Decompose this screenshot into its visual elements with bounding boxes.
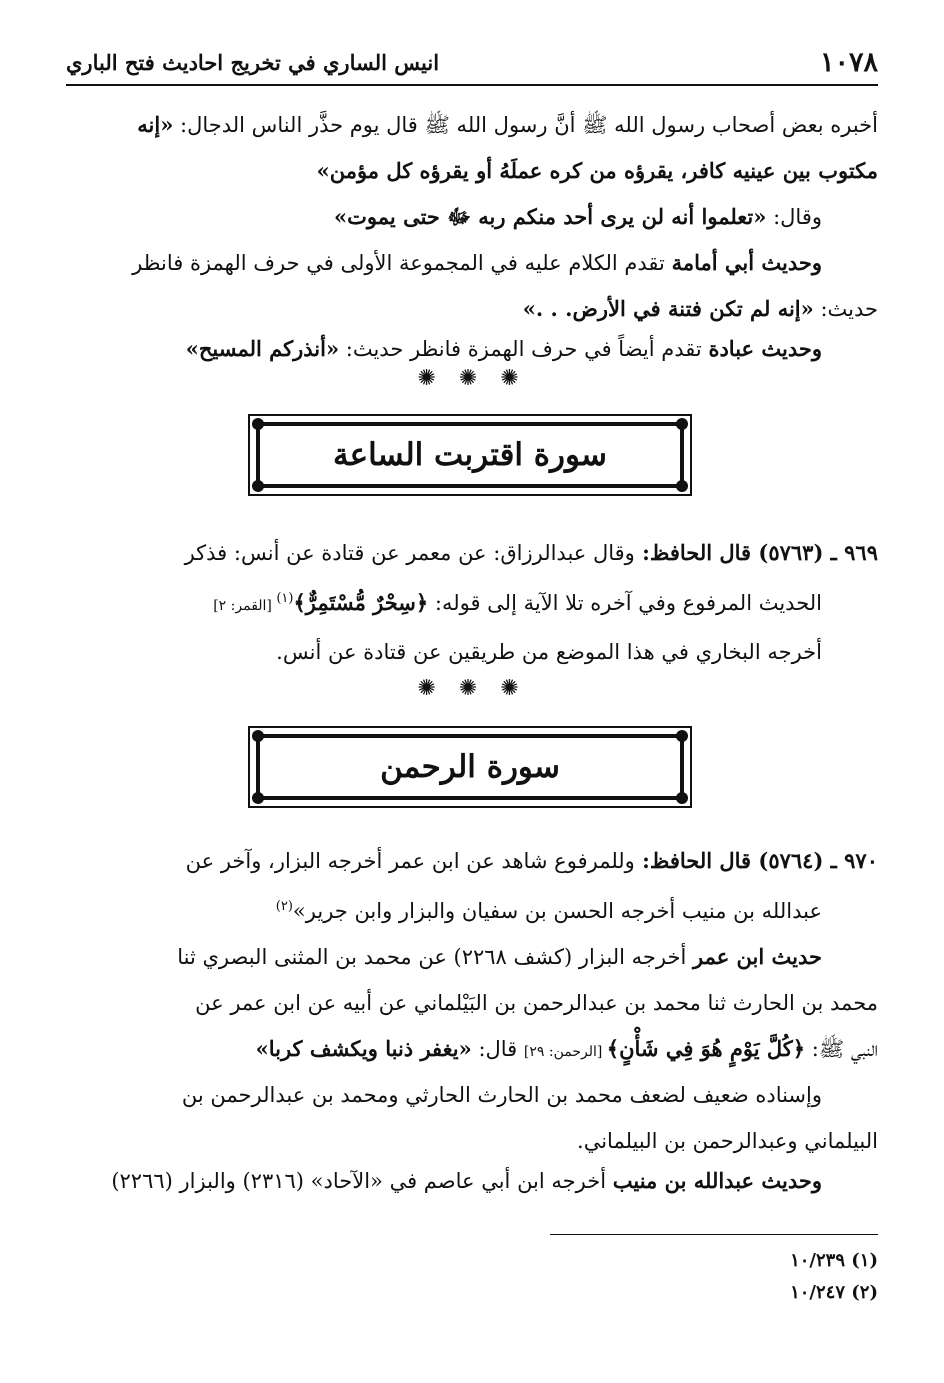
footnote-rule bbox=[550, 1234, 878, 1235]
paragraph-ubada: وحديث عبادة تقدم أيضاً في حرف الهمزة فانظر حديث: «أنذركم المسيح» bbox=[185, 336, 822, 361]
paragraph-tallamu: وقال: «تعلموا أنه لن يرى أحد منكم ربه ﷻ حتى يموت» bbox=[334, 204, 822, 229]
paragraph-dajjal-hadith: أخبره بعض أصحاب رسول الله ﷺ أنَّ رسول الله ﷺ قال يوم حذَّر الناس الدجال: «إنه مكتوب بين عينيه كافر، يقرؤه من كره عملَهُ أو يقرؤه كل مؤمن» bbox=[137, 112, 878, 183]
page-header bbox=[66, 40, 878, 86]
footnote-1: (١) ١٠/٢٣٩ bbox=[790, 1250, 878, 1271]
section-separator: ✺ ✺ ✺ bbox=[417, 366, 527, 391]
paragraph-970: ٩٧٠ ـ (٥٧٦٤) قال الحافظ: وللمرفوع شاهد عن ابن عمر أخرجه البزار، وآخر عن عبدالله بن منيب أخرجه الحسن بن سفيان والبزار وابن جرير»$^{(٢)}$ bbox=[185, 848, 878, 923]
paragraph-abu-umama: وحديث أبي أمامة تقدم الكلام عليه في المجموعة الأولى في حرف الهمزة فانظر حديث: «إنه لم تكن فتنة في الأرض. . .» bbox=[132, 250, 878, 321]
surah-title: سورة الرحمن bbox=[380, 749, 560, 785]
surah-title-frame bbox=[248, 726, 692, 808]
running-title: انيس الساري في تخريج احاديث فتح الباري bbox=[66, 49, 440, 75]
paragraph-isnad: وإسناده ضعيف لضعف محمد بن الحارث الحارثي ومحمد بن عبدالرحمن بن البيلماني وعبدالرحمن بن البيلماني. bbox=[181, 1083, 878, 1153]
section-separator: ✺ ✺ ✺ bbox=[417, 676, 527, 701]
paragraph-ibn-umar: حديث ابن عمر أخرجه البزار (كشف ٢٢٦٨) عن محمد بن المثنى البصري ثنا محمد بن الحارث ثنا محمد بن عبدالرحمن بن البَيْلماني عن أبيه عن ابن عمر عن النبي ﷺ: ﴿كُلَّ يَوْمٍ هُوَ فِي شَأْنٍ﴾ [الرحمن: ٢٩] قال: «يغفر ذنبا ويكشف كربا» bbox=[177, 944, 878, 1061]
surah-title: سورة اقتربت الساعة bbox=[332, 437, 608, 473]
page-number: ١٠٧٨ bbox=[819, 46, 878, 78]
paragraph-abdullah-bin-munib: وحديث عبدالله بن منيب أخرجه ابن أبي عاصم في «الآحاد» (٢٣١٦) والبزار (٢٢٦٦) bbox=[111, 1168, 822, 1193]
footnote-2: (٢) ١٠/٢٤٧ bbox=[790, 1282, 878, 1303]
book-page bbox=[66, 30, 878, 1360]
surah-title-frame bbox=[248, 414, 692, 496]
paragraph-969: ٩٦٩ ـ (٥٧٦٣) قال الحافظ: وقال عبدالرزاق: عن معمر عن قتادة عن أنس: فذكر الحديث المرفوع وفي آخره تلا الآية إلى قوله: ﴿سِحْرٌ مُّسْتَمِرٌّ﴾$^{(١)}$ [القمر: ٢] أخرجه البخاري في هذا الموضع من طريقين عن قتادة عن أنس. bbox=[184, 540, 878, 664]
